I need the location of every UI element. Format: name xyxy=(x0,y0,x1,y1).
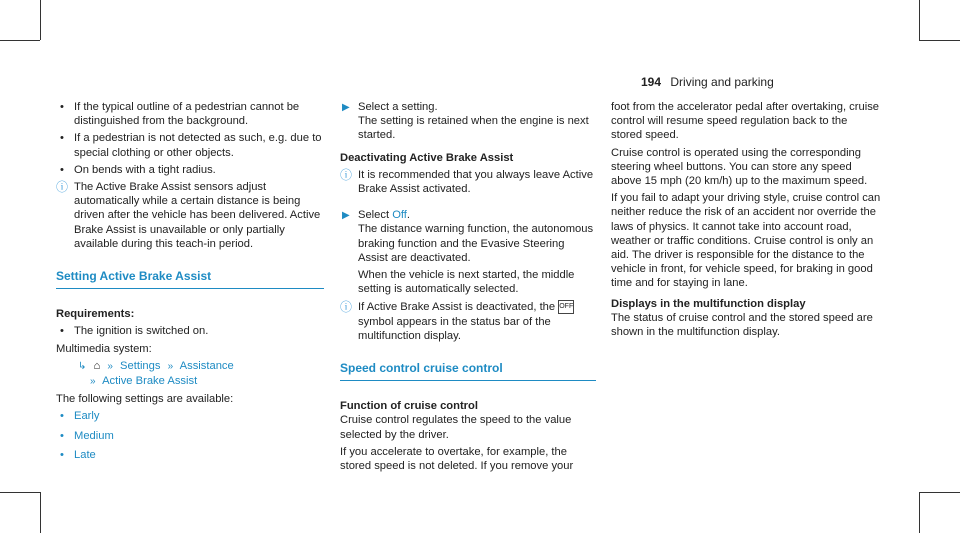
subheading: Function of cruise control xyxy=(340,400,478,413)
section-title: Setting Active Brake Assist xyxy=(56,269,324,289)
home-icon: ⌂ xyxy=(93,359,101,372)
info-note xyxy=(340,168,596,196)
info-icon: ⓘ xyxy=(56,180,69,195)
subheading: Displays in the multifunction display xyxy=(611,297,806,310)
options-list xyxy=(56,409,324,462)
multimedia-label: Multimedia system: xyxy=(56,342,152,355)
path-settings: Settings xyxy=(120,359,161,372)
paragraph: The status of cruise control and the stored speed are shown in the multifunction display. xyxy=(611,311,873,339)
crop-mark xyxy=(0,492,40,493)
step-text: The setting is retained when the engine is next started. xyxy=(358,115,589,142)
step-arrow-icon: ▶ xyxy=(342,210,350,222)
info-icon: ⓘ xyxy=(340,300,353,315)
section-title: Speed control cruise control xyxy=(340,361,596,381)
turn-arrow-icon: ↳ xyxy=(78,360,87,372)
crop-mark xyxy=(919,492,960,493)
paragraph: If you fail to adapt your driving style, cruise control can neither reduce the risk of an accident nor override the laws of physics. It cannot take into account road, weather or traffic conditions. Cruise control is only an aid. The driver is responsible for the distance to the vehicle in front, for vehicle speed, for braking in good time and for staying in lane. xyxy=(611,192,881,290)
path-assistance: Assistance xyxy=(179,359,234,372)
column-1 xyxy=(56,100,324,467)
note-text: It is recommended that you always leave Active Brake Assist activated. xyxy=(358,168,594,196)
list-item: • If the typical outline of a pedestrian cannot be distinguished from the background. xyxy=(56,100,324,128)
path-active-brake: Active Brake Assist xyxy=(102,375,198,388)
crop-mark xyxy=(919,40,960,41)
abs-off-icon: OFF xyxy=(558,300,574,314)
chevron-right-icon: » xyxy=(90,376,96,388)
info-note xyxy=(340,300,596,343)
note-text: symbol appears in the status bar of the multifunction display. xyxy=(358,315,551,342)
info-note xyxy=(56,180,324,251)
note-text: If Active Brake Assist is deactivated, the xyxy=(358,301,556,314)
info-icon: ⓘ xyxy=(340,167,353,182)
list-item: • On bends with a tight radius. xyxy=(56,163,324,177)
menu-path xyxy=(56,359,324,374)
crop-mark xyxy=(0,40,40,41)
chevron-right-icon: » xyxy=(167,360,174,372)
crop-mark xyxy=(40,492,41,533)
list-item: • The ignition is switched on. xyxy=(56,324,324,338)
menu-path-continued xyxy=(56,374,324,389)
crop-mark xyxy=(919,0,920,40)
page-header-title: Driving and parking xyxy=(670,75,774,89)
column-3 xyxy=(611,100,881,339)
option-late: • Late xyxy=(56,448,324,462)
paragraph: If you accelerate to overtake, for example, the stored speed is not deleted. If you remove your xyxy=(340,445,574,473)
subheading: Deactivating Active Brake Assist xyxy=(340,151,514,164)
options-intro: The following settings are available: xyxy=(56,393,234,406)
list-item: • If a pedestrian is not detected as such, e.g. due to special clothing or other objects. xyxy=(56,131,324,159)
step-text: Select a setting. xyxy=(358,101,438,113)
paragraph: Cruise control regulates the speed to the value selected by the driver. xyxy=(340,414,572,441)
option-early: • Early xyxy=(56,409,324,423)
page-number: 194 xyxy=(641,75,662,89)
page-header xyxy=(641,75,774,89)
crop-mark xyxy=(919,492,920,533)
paragraph: foot from the accelerator pedal after overtaking, cruise control will resume speed regulation back to the stored speed. xyxy=(611,101,880,142)
requirements-label: Requirements: xyxy=(56,308,135,321)
step xyxy=(340,100,596,143)
crop-mark xyxy=(40,0,41,40)
column-2 xyxy=(340,100,596,473)
step: ▶ Select Off. The distance warning function, the autonomous braking function and the Evasive Steering Assist are deactivated. When the vehicle is next started, the middle setting is automatically selected. xyxy=(340,208,596,296)
option-medium: • Medium xyxy=(56,429,324,443)
note-text: The Active Brake Assist sensors adjust automatically while a certain distance is being driven after the vehicle has been delivered. Active Brake Assist is unavailable or only partially available during this teach-in period. xyxy=(74,181,321,250)
step-text: When the vehicle is next started, the middle setting is automatically selected. xyxy=(358,269,575,296)
step-prefix: Select xyxy=(358,209,390,222)
step-arrow-icon: ▶ xyxy=(342,102,350,113)
chevron-right-icon: » xyxy=(107,360,113,372)
option-off: Off xyxy=(392,209,407,222)
paragraph: Cruise control is operated using the corresponding steering wheel buttons. You can store any speed above 15 mph (20 km/h) up to the maximum speed. xyxy=(611,146,868,188)
step-text: The distance warning function, the autonomous braking function and the Evasive Steering Assist are deactivated. xyxy=(358,223,594,264)
